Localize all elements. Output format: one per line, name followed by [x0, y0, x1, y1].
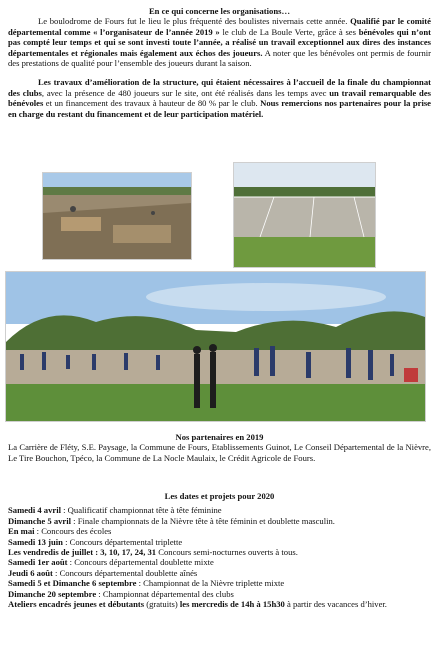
- event-text: : Finale championnats de la Nièvre tête à tête féminin et doublette masculin.: [71, 515, 335, 526]
- partners-section: [8, 432, 431, 463]
- event-item: [8, 505, 431, 515]
- event-item: [8, 537, 431, 547]
- bold-run: Qualifié par le comité départemental comme « l’organisateur de l’année 2019 »: [8, 16, 431, 37]
- event-text: : Concours départemental doublette aînés: [52, 567, 198, 578]
- event-item: [8, 557, 431, 567]
- workshop-time: les mercredis de 14h à 15h30: [179, 599, 285, 610]
- players-photo: [5, 271, 426, 422]
- event-text: : Concours départemental doublette mixte: [67, 557, 214, 568]
- construction-photo-left: [42, 172, 192, 260]
- bold-run: Nous remercions nos partenaires pour la prise en charge du restant du financement et de leur participation matériel.: [8, 98, 431, 119]
- event-date: Samedi 13 juin: [8, 536, 63, 547]
- event-item: [8, 568, 431, 578]
- event-text: : Concours des écoles: [34, 526, 112, 537]
- event-item: [8, 516, 431, 526]
- bold-run: Les travaux d’amélioration de la structure, qui étaient nécessaires à l’accueil de la finale du championnat des clubs: [8, 77, 431, 98]
- event-text: : Championnat de la Nièvre triplette mixte: [136, 578, 285, 589]
- organisations-section: [8, 6, 431, 119]
- event-item: [8, 547, 431, 557]
- event-item: [8, 578, 431, 588]
- workshop-title: Ateliers encadrés jeunes et débutants: [8, 599, 145, 610]
- event-text: : Concours départemental triplette: [62, 536, 183, 547]
- text-run: Le boulodrome de Fours fut le lieu le plus fréquenté des boulistes nivernais cette année.: [38, 16, 348, 27]
- event-date: Samedi 1er août: [8, 557, 68, 568]
- event-date: En mai: [8, 526, 35, 537]
- event-item: [8, 589, 431, 599]
- partners-title: Nos partenaires en 2019: [175, 432, 264, 442]
- bold-run: bénévoles qui n’ont pas compté leur temps et qui se sont investi toute l’année, a réalisé un travail exceptionnel aux dires des instances départementales et régionales mais également aux échos des joueurs.: [8, 26, 431, 58]
- text-run: le club de La Boule Verte, grâce à ses: [219, 26, 359, 37]
- organisations-title: En ce qui concerne les organisations…: [148, 6, 291, 16]
- dates-section: [8, 491, 431, 609]
- organisations-paragraph-1: [8, 16, 431, 68]
- event-date: Dimanche 5 avril: [8, 515, 72, 526]
- text-run: (gratuits): [144, 599, 180, 610]
- terrain-photo-right: [233, 162, 376, 268]
- workshop-item: [8, 599, 431, 609]
- event-item: [8, 526, 431, 536]
- partners-text: La Carrière de Fléty, S.E. Paysage, la Commune de Fours, Etablissements Guinot, Le Conseil Départemental de la Nièvre, Le Tire Bouchon, Tpéco, la Commune de La Nocle Maulaix, le Crédit Agricole de Fours.: [8, 442, 431, 463]
- text-run: à partir des vacances d’hiver.: [284, 599, 387, 610]
- event-text: Concours semi-nocturnes ouverts à tous.: [156, 547, 298, 558]
- text-run: et un financement des travaux à hauteur de 80 % par le club.: [43, 98, 261, 109]
- event-date: Dimanche 20 septembre: [8, 588, 97, 599]
- dates-title: Les dates et projets pour 2020: [164, 491, 275, 501]
- event-date: Les vendredis de juillet : 3, 10, 17, 24, 31: [8, 547, 157, 558]
- event-text: : Qualificatif championnat tête à tête féminine: [61, 505, 222, 516]
- organisations-paragraph-2: [8, 77, 431, 119]
- event-text: : Championnat départemental des clubs: [96, 588, 234, 599]
- text-run: , avec la présence de 480 joueurs sur le site, ont été réalisés dans les temps avec: [41, 87, 330, 98]
- text-run: A noter que les bénévoles ont permis de fournir des prestations de qualité pour l’ensemble des joueurs durant la saison.: [8, 47, 432, 69]
- event-date: Jeudi 6 août: [8, 567, 53, 578]
- bold-run: un travail remarquable des bénévoles: [8, 87, 431, 109]
- event-date: Samedi 4 avril: [8, 505, 61, 516]
- event-date: Samedi 5 et Dimanche 6 septembre: [8, 578, 137, 589]
